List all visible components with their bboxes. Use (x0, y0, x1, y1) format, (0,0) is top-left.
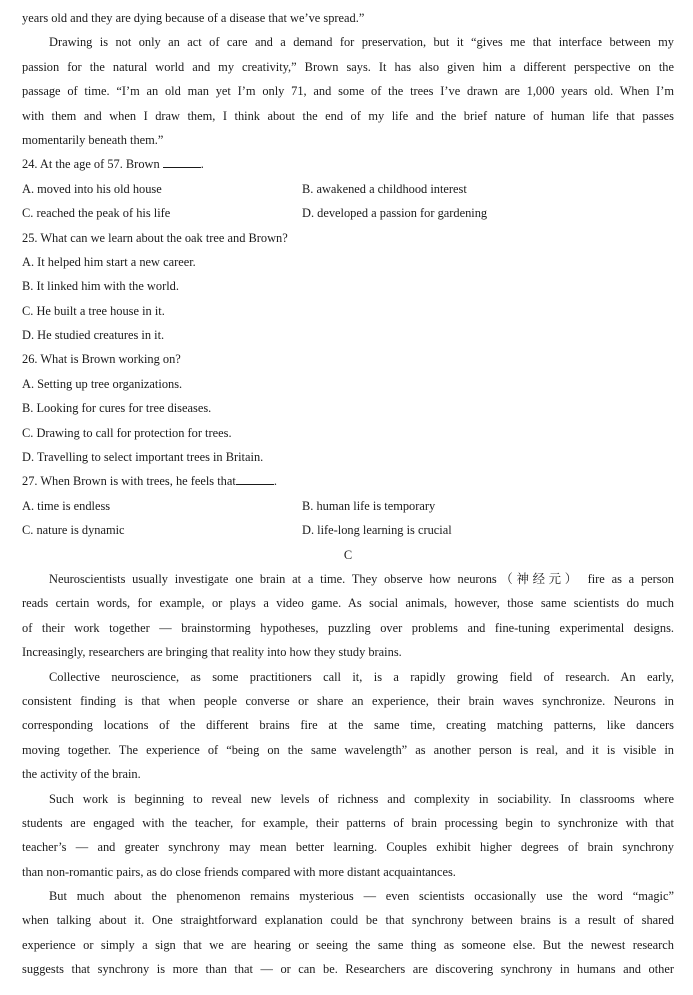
text-line: Increasingly, researchers are bringing that reality into how they study brains. (22, 645, 402, 660)
text-line: reads certain words, for example, or plays a video game. As social animals, however, those same scientists do much (22, 596, 674, 611)
text-line: Neuroscientists usually investigate one brain at a time. They observe how neurons（神经元） fire as a person (49, 571, 674, 586)
text-line: teacher’s — and greater synchrony may mean better learning. Couples exhibit higher degrees of brain synchrony (22, 840, 674, 855)
option-c: C. Drawing to call for protection for trees. (22, 425, 232, 440)
text-line: experience or simply a sign that we are hearing or seeing the same thing as someone else. But the newest research (22, 937, 674, 952)
text-line: years old and they are dying because of a disease that we’ve spread.” (22, 11, 365, 25)
question-stem-text: 24. At the age of 57. Brown (22, 157, 160, 172)
option-c: C. He built a tree house in it. (22, 303, 165, 318)
question-26 (22, 347, 674, 469)
passage-b-tail (22, 6, 674, 152)
text-line: students are engaged with the teacher, for example, their patterns of brain processing begin to synchronize with that (22, 815, 674, 830)
paragraph (22, 567, 674, 665)
option-b: B. human life is temporary (302, 498, 436, 513)
paragraph (22, 665, 674, 787)
option-c: C. nature is dynamic (22, 523, 125, 538)
text-line: of their work together — brainstorming hypotheses, puzzling over problems and fine-tuning experimental designs. (22, 620, 674, 635)
option-row (22, 177, 674, 201)
option-d: D. life-long learning is crucial (302, 523, 452, 538)
paragraph (22, 787, 674, 885)
text-line: than non-romantic pairs, as do close friends compared with more distant acquaintances. (22, 864, 456, 879)
option-row (22, 494, 674, 518)
option-b: B. It linked him with the world. (22, 279, 179, 294)
text-line: consistent finding is that when people converse or share an experience, their brain waves synchronize. Neurons in (22, 693, 674, 708)
question-stem-end: . (200, 157, 204, 172)
text-line: moving together. The experience of “being on the same wavelength” as another person is real, and it is visible in (22, 742, 674, 757)
option-a: A. It helped him start a new career. (22, 254, 196, 269)
question-stem-text: 27. When Brown is with trees, he feels that (22, 474, 236, 489)
question-27 (22, 469, 674, 542)
answer-blank (163, 153, 201, 168)
text-line: momentarily beneath them.” (22, 132, 164, 147)
question-stem: 26. What is Brown working on? (22, 352, 181, 367)
option-c: C. reached the peak of his life (22, 206, 171, 221)
text-line: Collective neuroscience, as some practitioners call it, is a rapidly growing field of research. An early, (49, 669, 674, 684)
question-24 (22, 152, 674, 225)
option-d: D. Travelling to select important trees in Britain. (22, 450, 264, 465)
option-d: D. He studied creatures in it. (22, 328, 165, 343)
exam-page (22, 6, 674, 982)
text-line: But much about the phenomenon remains mysterious — even scientists occasionally use the word “magic” (49, 889, 674, 904)
text-line: with them and when I draw them, I think about the end of my life and the brief nature of human life that passes (22, 108, 674, 123)
section-heading: C (343, 547, 353, 562)
option-d: D. developed a passion for gardening (302, 206, 488, 221)
option-b: B. Looking for cures for tree diseases. (22, 401, 212, 416)
text-line: passage of time. “I’m an old man yet I’m only 71, and some of the trees I’ve drawn are 1,000 years old. When I’m (22, 84, 674, 99)
option-a: A. time is endless (22, 498, 111, 513)
option-a: A. Setting up tree organizations. (22, 376, 183, 391)
option-a: A. moved into his old house (22, 181, 162, 196)
question-stem: 25. What can we learn about the oak tree and Brown? (22, 230, 288, 245)
text-line: passion for the natural world and my creativity,” Brown says. It has also given him a different perspective on the (22, 59, 674, 74)
text-line: suggests that synchrony is more than that — or can be. Researchers are discovering synchrony in humans and other (22, 962, 674, 977)
option-row (22, 518, 674, 542)
text-line: the activity of the brain. (22, 767, 141, 782)
text-line: Drawing is not only an act of care and a demand for preservation, but it “gives me that interface between my (49, 35, 674, 50)
question-25 (22, 226, 674, 348)
option-row (22, 201, 674, 225)
question-stem (22, 469, 674, 493)
question-stem (22, 152, 674, 176)
text-line: when talking about it. One straightforward explanation could be that synchrony between brains is a result of shared (22, 913, 674, 928)
question-stem-end: . (273, 474, 277, 489)
paragraph (22, 884, 674, 982)
text-line: Such work is beginning to reveal new levels of richness and complexity in sociability. In classrooms where (49, 791, 674, 806)
option-b: B. awakened a childhood interest (302, 181, 467, 196)
answer-blank (236, 470, 274, 485)
text-line: corresponding locations of the different brains fire at the same time, creating matching patterns, like dancers (22, 718, 674, 733)
